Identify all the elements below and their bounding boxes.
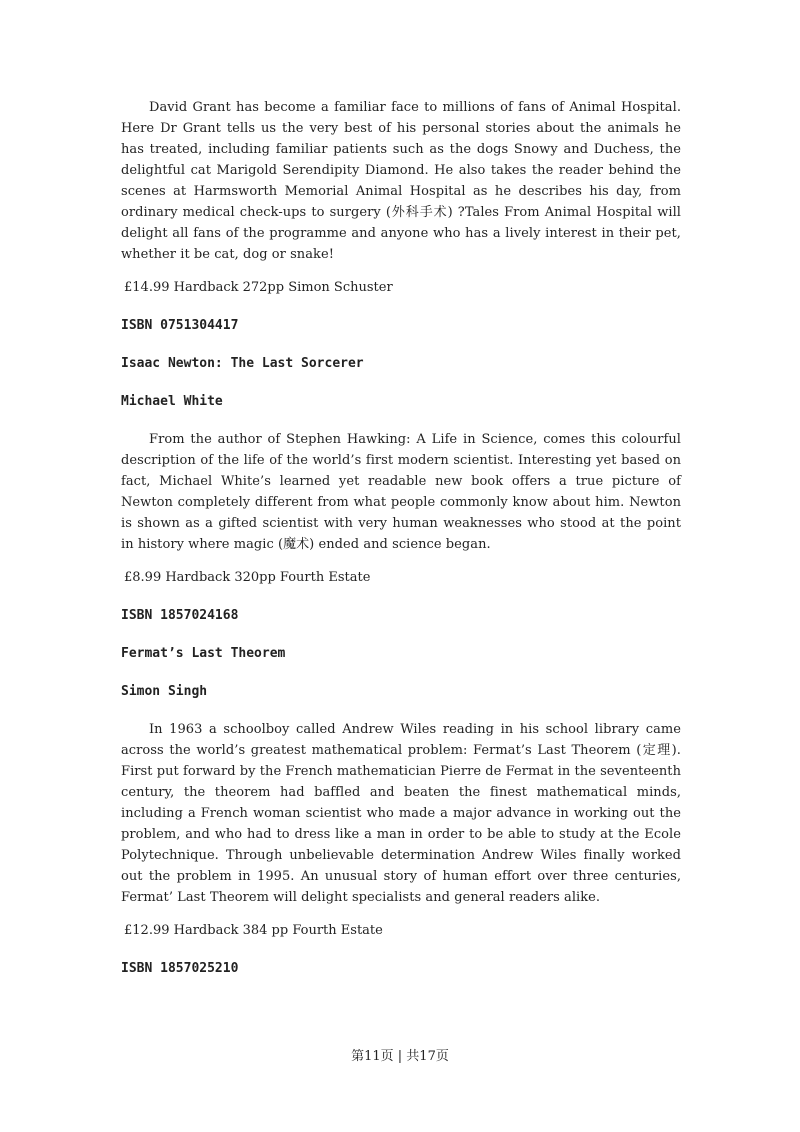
book3-price-info: £12.99 Hardback 384 pp Fourth Estate (124, 923, 383, 938)
document-body (121, 97, 681, 996)
book2-author: Michael White (121, 394, 223, 409)
book2-isbn: ISBN 1857024168 (121, 608, 239, 623)
book3-title: Fermat’s Last Theorem (121, 646, 286, 661)
book1-isbn: ISBN 0751304417 (121, 318, 239, 333)
page-footer: 第11页 | 共17页 (351, 1049, 449, 1064)
book3-description: In 1963 a schoolboy called Andrew Wiles reading in his school library came across the world’s greatest mathematical problem: Fermat’s Last Theorem (定理). First put forward by the French mathematician Pierre de Fermat in the seventeenth century, the theorem had baffled and beaten the finest mathematical minds, including a French woman scientist who made a major advance in working out the problem, and who had to dress like a man in order to be able to study at the Ecole Polytechnique. Through unbelievable determination Andrew Wiles finally worked out the problem in 1995. An unusual story of human effort over three centuries, Fermat’ Last Theorem will delight specialists and general readers alike. (121, 722, 681, 905)
book1-price-info: £14.99 Hardback 272pp Simon Schuster (124, 280, 393, 295)
book2-title: Isaac Newton: The Last Sorcerer (121, 356, 364, 371)
book1-description: David Grant has become a familiar face to millions of fans of Animal Hospital. Here Dr Grant tells us the very best of his personal stories about the animals he has treated, including familiar patients such as the dogs Snowy and Duchess, the delightful cat Marigold Serendipity Diamond. He also takes the reader behind the scenes at Harmsworth Memorial Animal Hospital as he describes his day, from ordinary medical check-ups to surgery (外科手术) ?Tales From Animal Hospital will delight all fans of the programme and anyone who has a lively interest in their pet, whether it be cat, dog or snake! (121, 100, 681, 262)
book2-price-info: £8.99 Hardback 320pp Fourth Estate (124, 570, 371, 585)
book2-description: From the author of Stephen Hawking: A Life in Science, comes this colourful description of the life of the world’s first modern scientist. Interesting yet based on fact, Michael White’s learned yet readable new book offers a true picture of Newton completely different from what people commonly know about him. Newton is shown as a gifted scientist with very human weaknesses who stood at the point in history where magic (魔术) ended and science began. (121, 432, 681, 552)
book3-isbn: ISBN 1857025210 (121, 961, 239, 976)
book3-author: Simon Singh (121, 684, 208, 699)
